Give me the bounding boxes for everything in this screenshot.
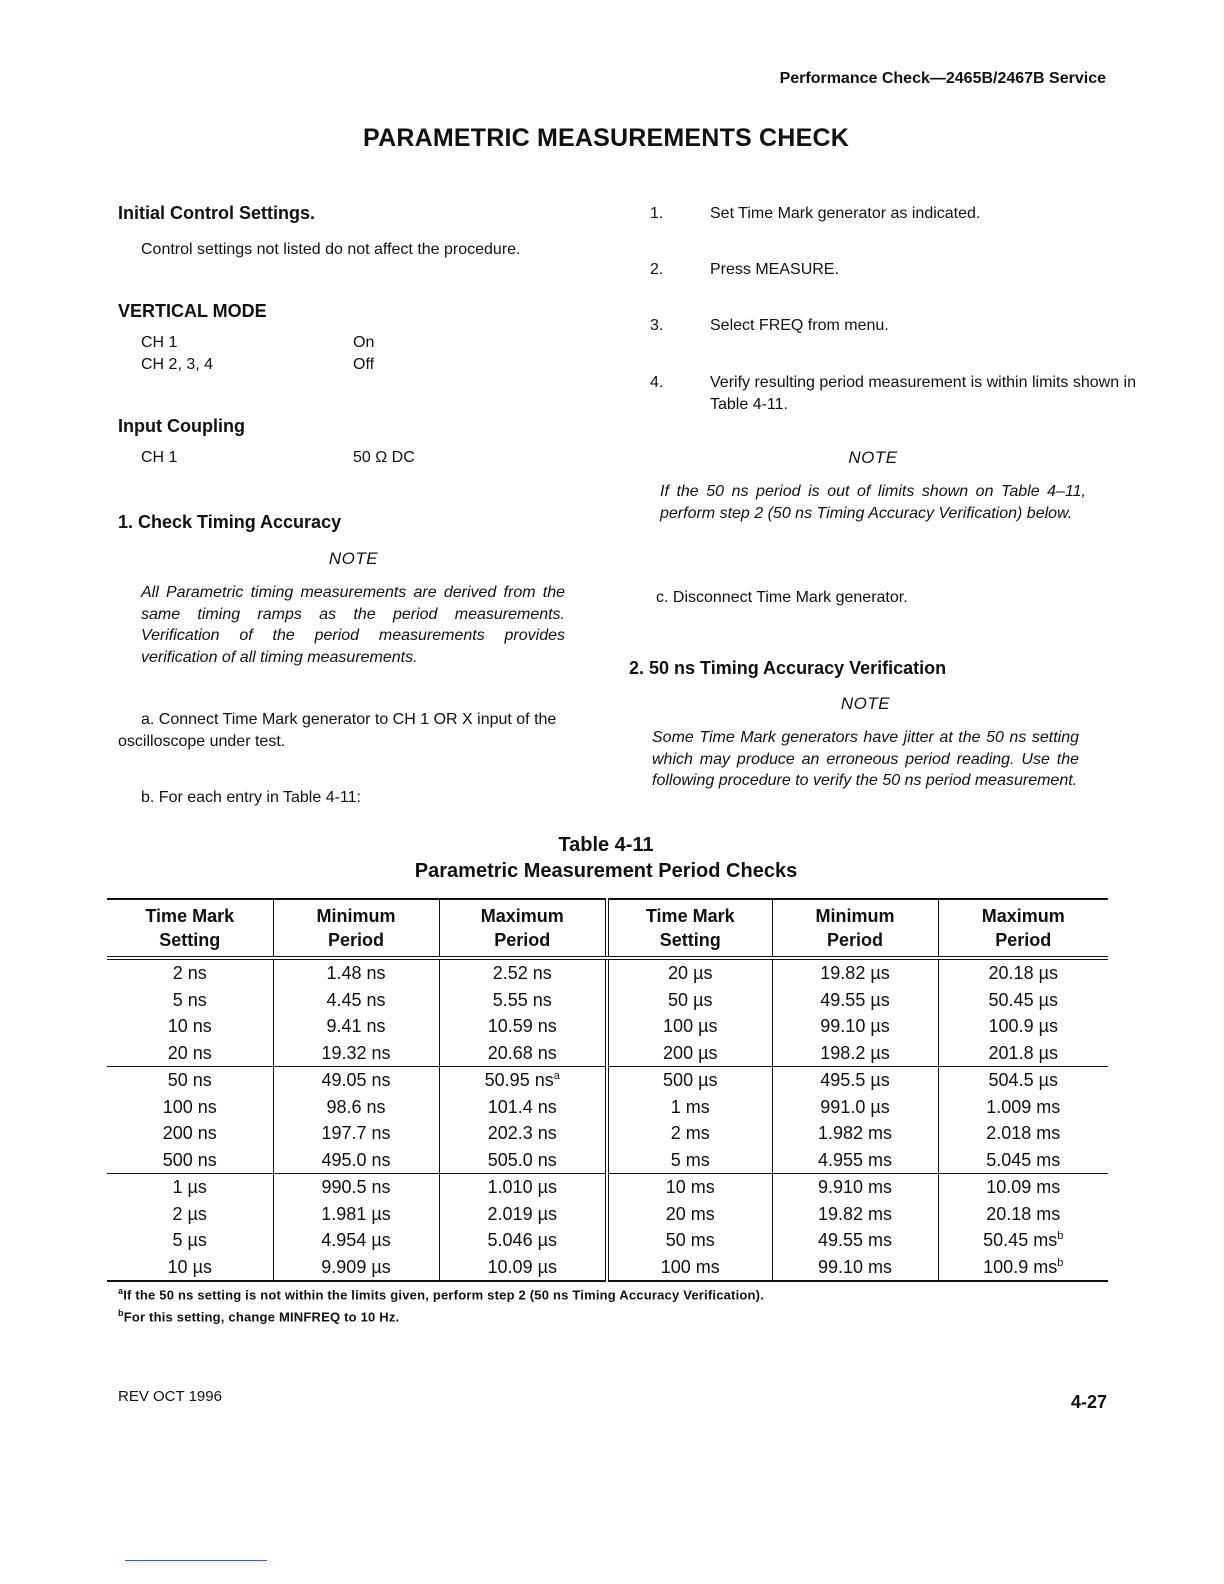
table-cell: 1.48 ns (273, 958, 439, 987)
table-cell (439, 1067, 607, 1094)
table-row (107, 1227, 1108, 1254)
vertical-mode-label-ch234: CH 2, 3, 4 (141, 356, 214, 373)
table-cell: 2.52 ns (439, 958, 607, 987)
table-cell: 201.8 µs (938, 1040, 1108, 1067)
note2-text: If the 50 ns period is out of limits shown on Table 4–11, perform step 2 (50 ns Timing Accuracy Verification) below. (660, 483, 1086, 522)
table-cell: 20 µs (607, 958, 772, 987)
table-cell: 5.55 ns (439, 987, 607, 1014)
table-cell: 9.909 µs (273, 1254, 439, 1282)
table-cell: 500 µs (607, 1067, 772, 1094)
table-cell: 495.5 µs (772, 1067, 938, 1094)
page-number: 4-27 (1070, 1392, 1107, 1412)
table-cell: 1.981 µs (273, 1201, 439, 1228)
footnote-text: For this setting, change MINFREQ to 10 Hz. (123, 1309, 400, 1325)
period-checks-table (107, 898, 1108, 1282)
table-cell: 49.05 ns (273, 1067, 439, 1094)
table-cell: 1.010 µs (439, 1174, 607, 1201)
initial-settings-heading: Initial Control Settings. (118, 203, 315, 223)
cell-value: 100.9 ms (983, 1256, 1058, 1277)
table-row (107, 1120, 1108, 1147)
footnote-mark: b (1057, 1230, 1064, 1243)
table-cell: 100 ns (162, 1096, 217, 1117)
table-cell: 1 µs (172, 1177, 207, 1198)
table-cell: 2.018 ms (938, 1120, 1108, 1147)
table-cell: 10.09 µs (439, 1254, 607, 1282)
footnote-a (118, 1286, 764, 1302)
note2-title: NOTE (848, 448, 898, 467)
table-cell: 100 µs (607, 1013, 772, 1040)
footnote-mark: a (553, 1070, 560, 1083)
table-cell: 101.4 ns (439, 1094, 607, 1121)
table-cell (938, 1227, 1108, 1254)
table-cell: 49.55 µs (772, 987, 938, 1014)
table-cell: 19.82 µs (772, 958, 938, 987)
table-cell: 10.59 ns (439, 1013, 607, 1040)
table-cell: 991.0 µs (772, 1094, 938, 1121)
table-cell: 505.0 ns (439, 1147, 607, 1174)
running-header: Performance Check—2465B/2467B Service (779, 70, 1106, 87)
column-header: Minimum Period (273, 899, 439, 958)
table-cell: 2.019 µs (439, 1201, 607, 1228)
step-list-num: 4. (650, 374, 664, 391)
step1-heading: 1. Check Timing Accuracy (118, 512, 342, 532)
table-cell: 50 µs (607, 987, 772, 1014)
footnote-mark: b (1057, 1256, 1064, 1269)
table-row (107, 1201, 1108, 1228)
step-list-text: Set Time Mark generator as indicated. (710, 205, 981, 222)
table-cell: 100.9 µs (938, 1013, 1108, 1040)
footnote-b (118, 1308, 399, 1324)
table-cell: 99.10 ms (772, 1254, 938, 1282)
step-list-item-1 (650, 203, 1136, 225)
table-cell: 198.2 µs (772, 1040, 938, 1067)
table-row (107, 1174, 1108, 1201)
footnote-mark: a (118, 1286, 124, 1296)
table-row (107, 958, 1108, 987)
table-cell: 5 ns (172, 989, 207, 1010)
table-cell: 100 ms (607, 1254, 772, 1282)
column-header: Time Mark Setting (107, 899, 273, 958)
step2-heading: 2. 50 ns Timing Accuracy Verification (629, 658, 947, 678)
table-cell: 50 ns (167, 1070, 212, 1091)
column-header: Time Mark Setting (607, 899, 772, 958)
table-cell (938, 1254, 1108, 1282)
table-cell: 9.910 ms (772, 1174, 938, 1201)
table-number: Table 4-11 (558, 834, 654, 856)
input-coupling-label-ch1: CH 1 (141, 449, 178, 466)
table-cell: 99.10 µs (772, 1013, 938, 1040)
table-cell: 2 ms (607, 1120, 772, 1147)
table-cell: 500 ns (107, 1147, 273, 1174)
table-cell: 504.5 µs (938, 1067, 1108, 1094)
revision-date: REV OCT 1996 (118, 1388, 222, 1405)
table-cell: 10 ns (167, 1016, 212, 1037)
table-cell: 495.0 ns (273, 1147, 439, 1174)
table-cell: 1 ms (607, 1094, 772, 1121)
step-list-item-4 (650, 372, 1136, 415)
table-cell: 10 µs (107, 1254, 273, 1282)
table-cell: 5 µs (172, 1230, 207, 1251)
table-cell: 4.954 µs (273, 1227, 439, 1254)
table-cell: 10.09 ms (938, 1174, 1108, 1201)
vertical-mode-label-ch1: CH 1 (141, 334, 178, 351)
table-row (107, 1040, 1108, 1067)
table-cell: 5.046 µs (439, 1227, 607, 1254)
step-c-text: c. Disconnect Time Mark generator. (656, 589, 908, 606)
vertical-mode-heading: VERTICAL MODE (118, 301, 267, 321)
note1-title: NOTE (328, 549, 379, 568)
note3-title: NOTE (840, 694, 891, 713)
table-cell: 10 ms (607, 1174, 772, 1201)
vertical-mode-value-ch1: On (353, 334, 375, 351)
input-coupling-heading: Input Coupling (118, 416, 245, 436)
page-title: PARAMETRIC MEASUREMENTS CHECK (363, 124, 849, 152)
table-cell: 5 ms (607, 1147, 772, 1174)
table-row (107, 987, 1108, 1014)
column-header: Maximum Period (938, 899, 1108, 958)
note1-text: All Parametric timing measurements are derived from the same timing ramps as the period measurements. Verification of the period measurements provides verification of all timing measurements. (141, 584, 565, 666)
table-caption: Parametric Measurement Period Checks (414, 860, 798, 882)
table-cell: 197.7 ns (273, 1120, 439, 1147)
table-cell: 50 ms (607, 1227, 772, 1254)
table-cell: 200 µs (607, 1040, 772, 1067)
table-cell: 4.955 ms (772, 1147, 938, 1174)
table-cell: 5.045 ms (938, 1147, 1108, 1174)
table-cell: 20.18 µs (938, 958, 1108, 987)
table-row (107, 1147, 1108, 1174)
table-cell: 2 µs (172, 1203, 207, 1224)
table-row (107, 1067, 1108, 1094)
table-cell: 4.45 ns (273, 987, 439, 1014)
step-list-item-3 (650, 315, 1136, 337)
vertical-mode-value-ch234: Off (353, 356, 375, 373)
table-cell: 20.18 ms (938, 1201, 1108, 1228)
table-cell: 20 ns (107, 1040, 273, 1067)
table-cell: 200 ns (162, 1123, 217, 1144)
table-cell: 1.982 ms (772, 1120, 938, 1147)
footnote-mark: b (118, 1308, 124, 1318)
column-header: Minimum Period (772, 899, 938, 958)
step-list-item-2 (650, 259, 1136, 281)
table-cell: 1.009 ms (938, 1094, 1108, 1121)
table-cell: 19.32 ns (273, 1040, 439, 1067)
table-row (107, 1094, 1108, 1121)
footnote-text: If the 50 ns setting is not within the limits given, perform step 2 (50 ns Timing Accuracy Verification). (123, 1287, 765, 1303)
step-list-num: 2. (650, 261, 664, 278)
table-cell: 202.3 ns (439, 1120, 607, 1147)
table-cell: 20 ms (607, 1201, 772, 1228)
step-list-text: Select FREQ from menu. (710, 317, 889, 334)
table-cell: 9.41 ns (273, 1013, 439, 1040)
table-row (107, 1254, 1108, 1282)
table-cell: 50.45 µs (938, 987, 1108, 1014)
step-list-num: 3. (650, 317, 664, 334)
table-cell: 2 ns (172, 963, 207, 984)
table-cell: 98.6 ns (273, 1094, 439, 1121)
step-b-text: b. For each entry in Table 4-11: (141, 789, 361, 806)
table-header-row (107, 899, 1108, 958)
cell-value: 50.45 ms (983, 1230, 1058, 1251)
step-list-text: Press MEASURE. (710, 261, 839, 278)
step-list-text: Verify resulting period measurement is within limits shown in Table 4-11. (710, 374, 1136, 413)
cell-value: 50.95 ns (484, 1070, 554, 1091)
input-coupling-value-ch1: 50 Ω DC (353, 449, 415, 466)
table-cell: 20.68 ns (439, 1040, 607, 1067)
table-cell: 19.82 ms (772, 1201, 938, 1228)
step-a-text: a. Connect Time Mark generator to CH 1 OR X input of the oscilloscope under test. (118, 711, 557, 750)
step-list-num: 1. (650, 205, 664, 222)
table-cell: 990.5 ns (273, 1174, 439, 1201)
table-cell: 49.55 ms (772, 1227, 938, 1254)
note3-text: Some Time Mark generators have jitter at the 50 ns setting which may produce an erroneous period reading. Use the following procedure to verify the 50 ns period measurement. (652, 729, 1079, 789)
initial-settings-text: Control settings not listed do not affect the procedure. (141, 241, 521, 258)
bottom-rule (125, 1560, 267, 1561)
column-header: Maximum Period (439, 899, 607, 958)
table-row (107, 1013, 1108, 1040)
